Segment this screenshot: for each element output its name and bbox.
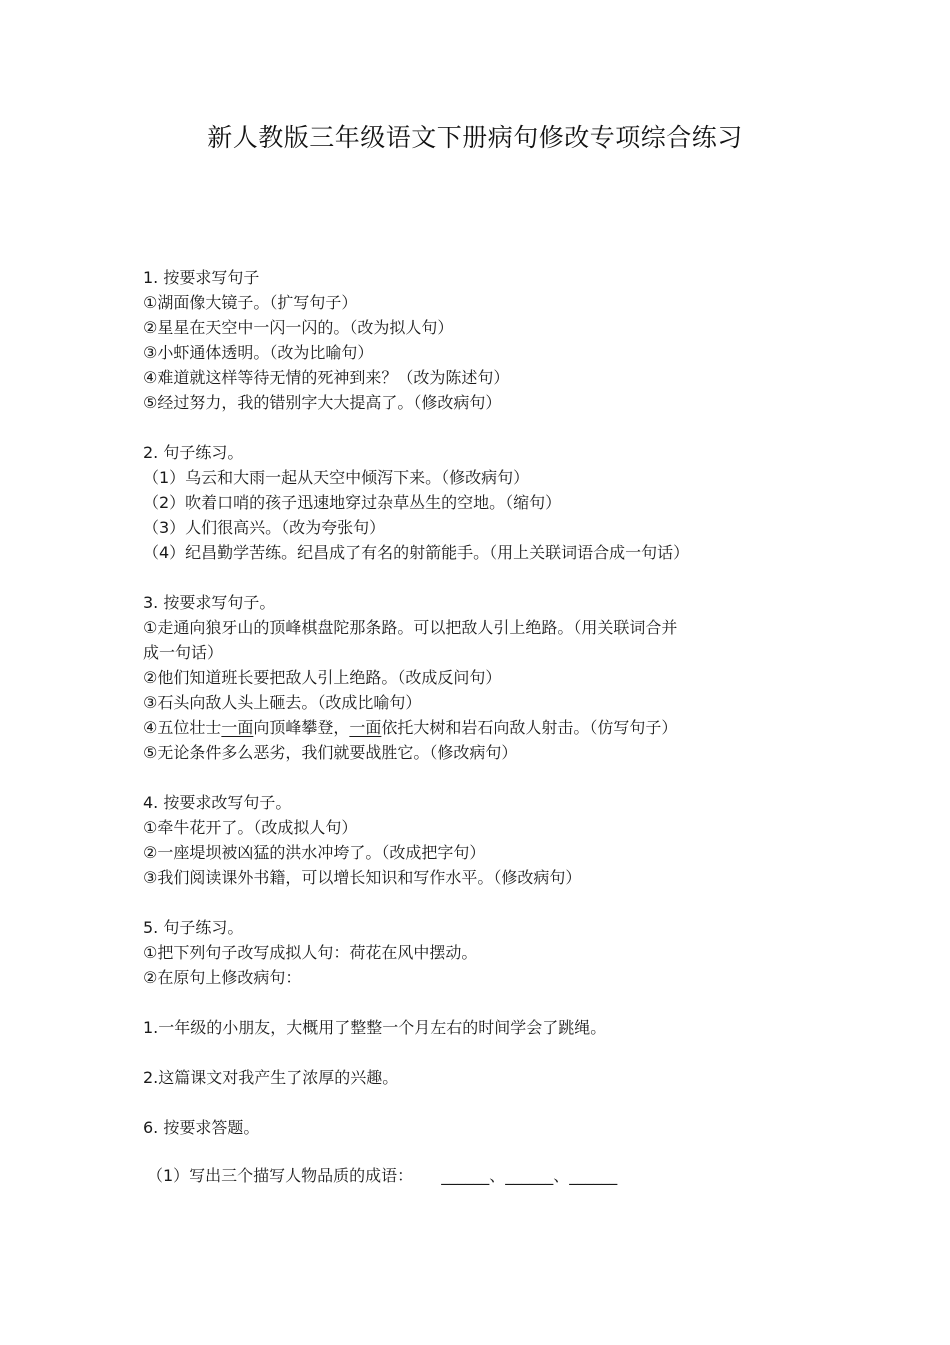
q3-item-1-line-2: 成一句话）	[143, 643, 224, 662]
q6-heading: 6. 按要求答题。	[143, 1118, 260, 1137]
q2-item-1: （1）乌云和大雨一起从天空中倾泻下来。（修改病句）	[143, 468, 530, 487]
q3-item-4-part-2: 向顶峰攀登，	[253, 718, 350, 737]
q4-item-3: ③我们阅读课外书籍，可以增长知识和写作水平。（修改病句）	[143, 868, 582, 887]
q2-item-2: （2）吹着口哨的孩子迅速地穿过杂草丛生的空地。（缩句）	[143, 493, 562, 512]
q5-item-1: ①把下列句子改写成拟人句：荷花在风中摆动。	[143, 943, 478, 962]
underlined-word-2: 一面	[349, 718, 382, 737]
q1-item-3: ③小虾通体透明。（改为比喻句）	[143, 343, 374, 362]
q1-item-2: ②星星在天空中一闪一闪的。（改为拟人句）	[143, 318, 454, 337]
q3-item-4-part-3: 依托大树和岩石向敌人射击。（仿写句子）	[381, 718, 678, 737]
answer-blanks[interactable]: ______、______、______	[441, 1166, 618, 1185]
q1-item-4: ④难道就这样等待无情的死神到来？（改为陈述句）	[143, 368, 510, 387]
page-title: 新人教版三年级语文下册病句修改专项综合练习	[207, 123, 743, 152]
q3-item-4-part-1: ④五位壮士	[143, 718, 222, 737]
q2-item-3: （3）人们很高兴。（改为夸张句）	[143, 518, 386, 537]
q5-item-2: ②在原句上修改病句：	[143, 968, 302, 987]
q3-item-1-line-1: ①走通向狼牙山的顶峰棋盘陀那条路。可以把敌人引上绝路。（用关联词合并	[143, 618, 678, 637]
q3-item-2: ②他们知道班长要把敌人引上绝路。（改成反问句）	[143, 668, 502, 687]
q5-sentence-1: 1.一年级的小朋友，大概用了整整一个月左右的时间学会了跳绳。	[143, 1018, 607, 1037]
q6-item-1	[147, 1166, 617, 1186]
q4-heading: 4. 按要求改写句子。	[143, 793, 292, 812]
q5-sentence-2: 2.这篇课文对我产生了浓厚的兴趣。	[143, 1068, 399, 1087]
q6-item-1-text: （1）写出三个描写人物品质的成语：	[147, 1166, 414, 1185]
q1-item-1: ①湖面像大镜子。（扩写句子）	[143, 293, 358, 312]
q4-item-2: ②一座堤坝被凶猛的洪水冲垮了。（改成把字句）	[143, 843, 486, 862]
q2-item-4: （4）纪昌勤学苦练。纪昌成了有名的射箭能手。（用上关联词语合成一句话）	[143, 543, 690, 562]
q4-item-1: ①牵牛花开了。（改成拟人句）	[143, 818, 358, 837]
q1-heading: 1. 按要求写句子	[143, 268, 260, 287]
underlined-word-1: 一面	[221, 718, 254, 737]
q2-heading: 2. 句子练习。	[143, 443, 244, 462]
q3-heading: 3. 按要求写句子。	[143, 593, 276, 612]
q3-item-4	[143, 718, 677, 738]
q1-item-5: ⑤经过努力，我的错别字大大提高了。（修改病句）	[143, 393, 502, 412]
q5-heading: 5. 句子练习。	[143, 918, 244, 937]
q3-item-3: ③石头向敌人头上砸去。（改成比喻句）	[143, 693, 422, 712]
q3-item-5: ⑤无论条件多么恶劣，我们就要战胜它。（修改病句）	[143, 743, 518, 762]
